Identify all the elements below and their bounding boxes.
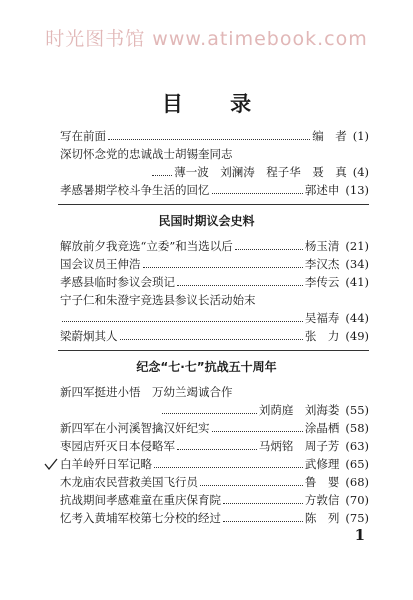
- toc-entry-continuation[interactable]: [150, 164, 369, 180]
- entry-title: 梁蔚炯其人: [60, 329, 118, 343]
- toc-entry[interactable]: [60, 384, 369, 400]
- handwritten-check-mark: [44, 458, 58, 470]
- entry-page: (1): [352, 129, 369, 143]
- entry-author: 武修理: [304, 457, 340, 471]
- leader-dots: [200, 484, 303, 486]
- entry-author: 陈 列: [304, 511, 340, 525]
- section-heading: 民国时期议会史料: [158, 214, 255, 228]
- entry-page: (75): [345, 511, 369, 525]
- leader-dots: [177, 448, 257, 450]
- entry-title: 解放前夕我竞选“立委”和当选以后: [60, 239, 233, 253]
- entry-author: 李汉杰: [304, 257, 340, 271]
- leader-dots: [62, 320, 303, 322]
- entry-title: 深切怀念党的忠诚战士胡锡奎同志: [60, 147, 233, 161]
- toc-entry[interactable]: [60, 420, 369, 436]
- entry-title: 孝感暑期学校斗争生活的回忆: [60, 183, 210, 197]
- entry-author: 编 者: [312, 129, 347, 143]
- toc-entry[interactable]: [60, 182, 369, 198]
- page-title: 目 录: [161, 91, 272, 116]
- toc-entry[interactable]: [60, 238, 369, 254]
- toc-entry[interactable]: [60, 274, 369, 290]
- entry-page: (55): [345, 403, 369, 417]
- entry-author: 郭述申: [304, 183, 340, 197]
- section-divider: [58, 204, 369, 205]
- leader-dots: [212, 430, 303, 432]
- leader-dots: [212, 192, 303, 194]
- entry-title: 孝感县临时参议会琐记: [60, 275, 175, 289]
- entry-author: 鲁 婴: [304, 475, 340, 489]
- entry-author: 方敦信: [304, 493, 340, 507]
- leader-dots: [108, 138, 310, 140]
- leader-dots: [223, 502, 303, 504]
- leader-dots: [143, 266, 303, 268]
- toc-entry[interactable]: [60, 128, 369, 144]
- toc-entry[interactable]: [60, 438, 369, 454]
- toc-entry[interactable]: [60, 510, 369, 526]
- entry-author: 薄一波 刘澜涛 程子华 聂 真: [174, 165, 347, 179]
- section-divider: [58, 350, 369, 351]
- watermark: 时光图书馆 www.atimebook.com: [45, 28, 368, 50]
- toc-entry[interactable]: [60, 292, 369, 308]
- leader-dots: [177, 284, 303, 286]
- entry-title: 国会议员王伸浩: [60, 257, 141, 271]
- entry-title: 宁子仁和朱澄宇竞选县参议长活动始末: [60, 293, 256, 307]
- entry-page: (21): [345, 239, 369, 253]
- entry-page: (58): [345, 421, 369, 435]
- entry-author: 涂晶栖: [304, 421, 340, 435]
- entry-page: (68): [345, 475, 369, 489]
- entry-title: 枣园店歼灭日本侵略军: [60, 439, 175, 453]
- entry-page: (34): [345, 257, 369, 271]
- entry-page: (44): [345, 311, 369, 325]
- entry-title: 忆考入黄埔军校第七分校的经过: [60, 511, 221, 525]
- leader-dots: [154, 466, 303, 468]
- entry-page: (41): [345, 275, 369, 289]
- entry-page: (4): [352, 165, 369, 179]
- section-heading: 纪念“七·七”抗战五十周年: [136, 360, 277, 374]
- toc-entry-continuation[interactable]: [60, 310, 369, 326]
- entry-author: 张 力: [304, 329, 340, 343]
- toc-entry[interactable]: [60, 456, 369, 472]
- entry-title: 抗战期间孝感难童在重庆保育院: [60, 493, 221, 507]
- entry-author: 马炳铭 周子芳: [258, 439, 340, 453]
- toc-entry[interactable]: [60, 492, 369, 508]
- toc-entry[interactable]: [60, 256, 369, 272]
- entry-author: 吴福寿: [304, 311, 340, 325]
- toc-entry[interactable]: [60, 474, 369, 490]
- entry-author: 杨玉清: [304, 239, 340, 253]
- entry-title: 白羊岭歼日军记略: [60, 457, 152, 471]
- entry-title: 写在前面: [60, 129, 106, 143]
- leader-dots: [223, 520, 303, 522]
- entry-page: (65): [345, 457, 369, 471]
- leader-dots: [235, 248, 303, 250]
- page-number: 1: [354, 526, 365, 544]
- entry-page: (63): [345, 439, 369, 453]
- toc-entry-continuation[interactable]: [160, 402, 369, 418]
- toc-entry[interactable]: [60, 328, 369, 344]
- entry-author: 刘荫庭 刘海娄: [258, 403, 340, 417]
- leader-dots: [162, 412, 257, 414]
- entry-title: 新四军在小河溪智擒汉奸纪实: [60, 421, 210, 435]
- entry-author: 李传云: [304, 275, 340, 289]
- leader-dots: [120, 338, 303, 340]
- entry-title: 木龙庙农民营救美国飞行员: [60, 475, 198, 489]
- leader-dots: [152, 174, 172, 176]
- toc-entry[interactable]: [60, 146, 369, 162]
- entry-page: (49): [345, 329, 369, 343]
- entry-page: (13): [345, 183, 369, 197]
- entry-title: 新四军挺进小悟 万幼兰竭诚合作: [60, 385, 233, 399]
- entry-page: (70): [345, 493, 369, 507]
